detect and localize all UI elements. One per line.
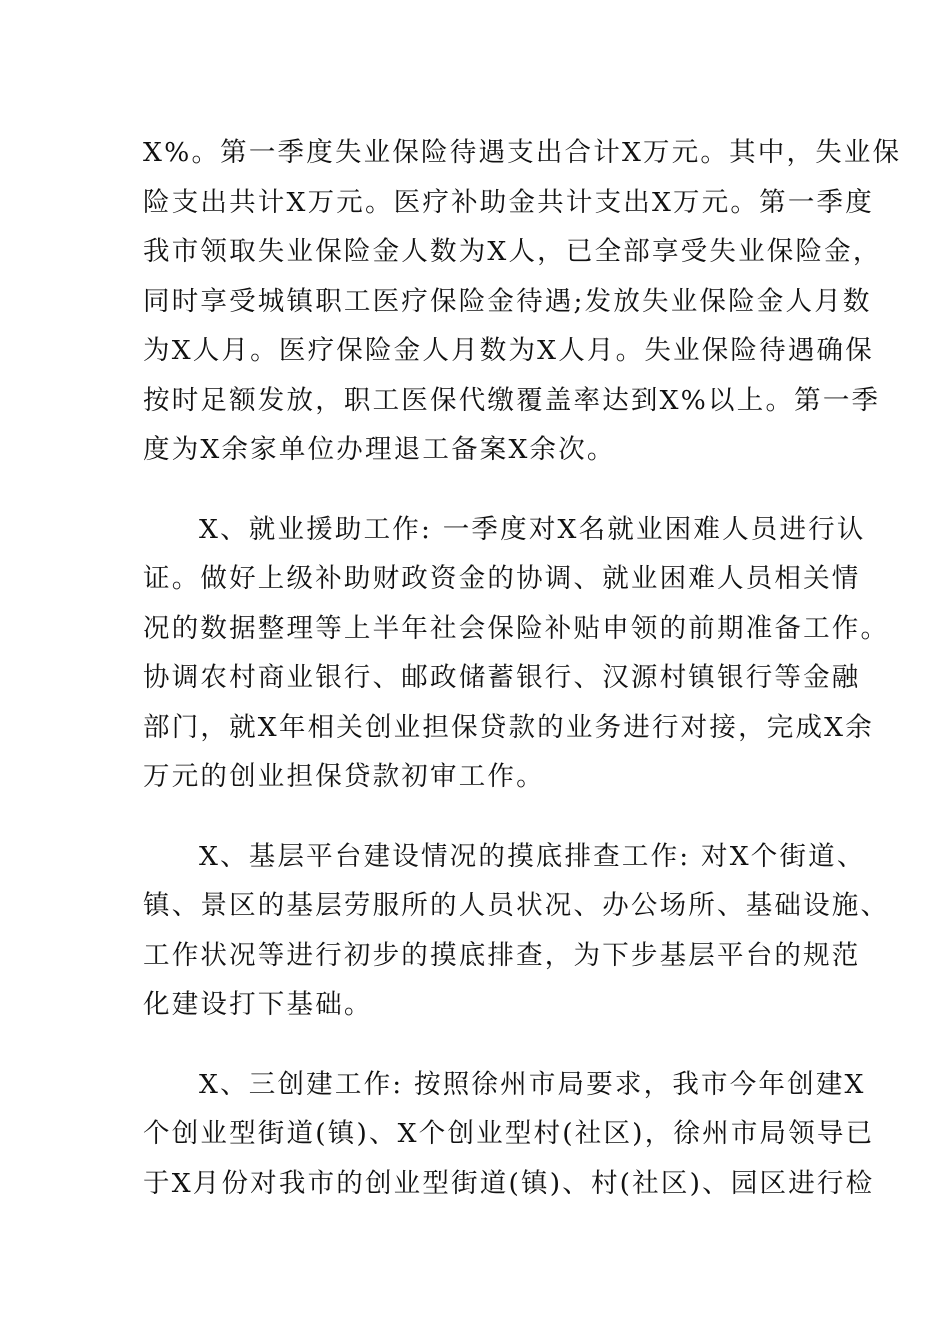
text-line: 为X人月。医疗保险金人月数为X人月。失业保险待遇确保 xyxy=(143,335,874,366)
text-line: 镇、景区的基层劳服所的人员状况、办公场所、基础设施、 xyxy=(143,890,890,921)
text-line: X、基层平台建设情况的摸底排查工作: 对X个街道、 xyxy=(199,840,866,872)
text-line: 部门，就X年相关创业担保贷款的业务进行对接，完成X余 xyxy=(143,711,874,743)
text-line: 万元的创业担保贷款初审工作。 xyxy=(143,761,545,792)
text-line: 工作状况等进行初步的摸底排查，为下步基层平台的规范 xyxy=(143,939,861,971)
text-line: 度为X余家单位办理退工备案X余次。 xyxy=(143,434,616,465)
text-line: 险支出共计X万元。医疗补助金共计支出X万元。第一季度 xyxy=(143,186,874,218)
text-line: 按时足额发放，职工医保代缴覆盖率达到X%以上。第一季 xyxy=(143,384,881,416)
text-line: 个创业型街道(镇)、X个创业型村(社区)，徐州市局领导已 xyxy=(143,1118,875,1149)
text-line: 于X月份对我市的创业型街道(镇)、村(社区)、园区进行检 xyxy=(143,1167,875,1199)
document-body xyxy=(143,128,902,1238)
text-line: 证。做好上级补助财政资金的协调、就业困难人员相关情 xyxy=(143,563,861,594)
text-line: 协调农村商业银行、邮政储蓄银行、汉源村镇银行等金融 xyxy=(143,662,861,693)
text-line: 况的数据整理等上半年社会保险补贴申领的前期准备工作。 xyxy=(143,612,890,644)
paragraph-grassroots-platform xyxy=(143,832,890,1030)
text-line: 化建设打下基础。 xyxy=(143,989,373,1020)
text-line: X、就业援助工作: 一季度对X名就业困难人员进行认 xyxy=(199,513,866,545)
text-line: X%。第一季度失业保险待遇支出合计X万元。其中，失业保 xyxy=(143,137,902,168)
paragraph-employment-assistance xyxy=(143,505,890,802)
text-line: 同时享受城镇职工医疗保险金待遇;发放失业保险金人月数 xyxy=(143,285,872,317)
paragraph-three-creations xyxy=(143,1060,875,1209)
text-line: 我市领取失业保险金人数为X人，已全部享受失业保险金， xyxy=(143,236,882,267)
text-line: X、三创建工作: 按照徐州市局要求，我市今年创建X xyxy=(199,1068,866,1100)
paragraph-unemployment-insurance xyxy=(143,128,902,475)
